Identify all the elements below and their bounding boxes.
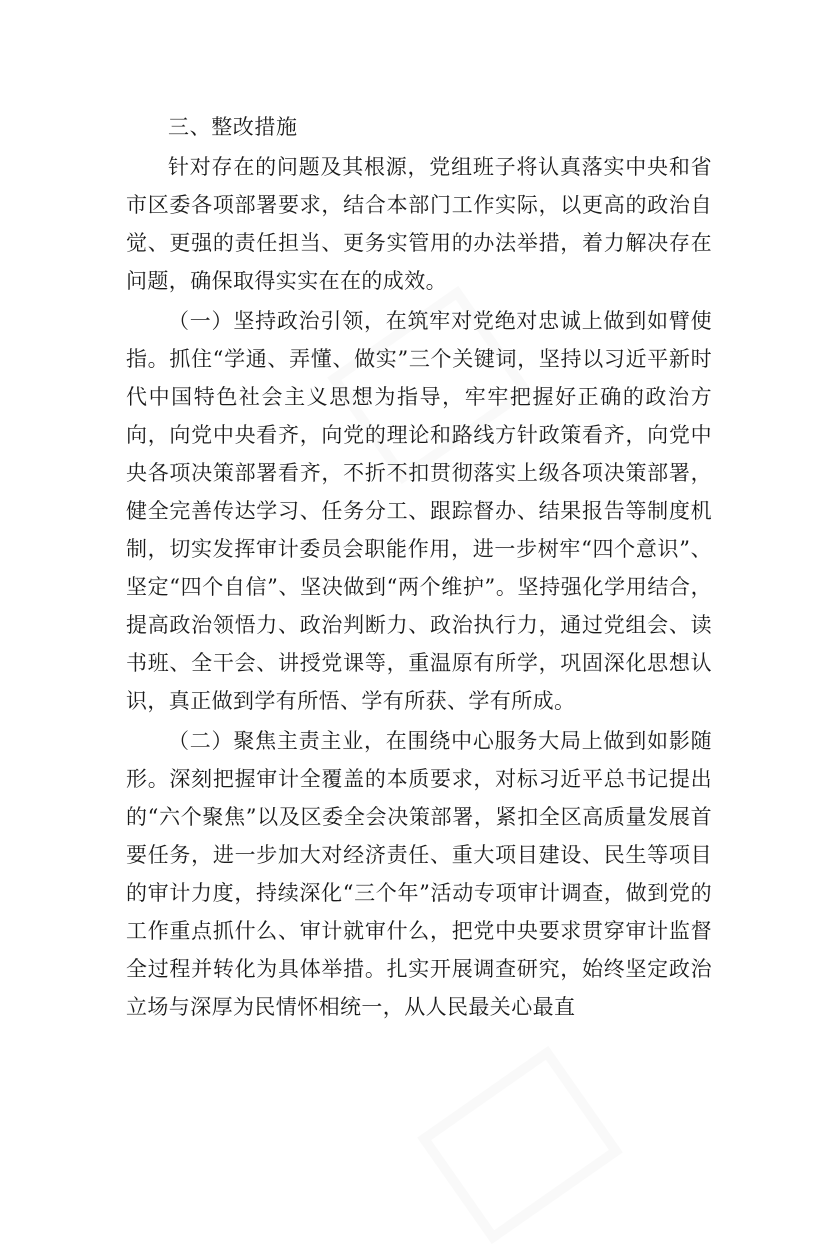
paragraph-intro: 针对存在的问题及其根源，党组班子将认真落实中央和省市区委各项部署要求，结合本部门工作实际，以更高的政治自觉、更强的责任担当、更务实管用的办法举措，着力解决存在问题，确保取得实实在在的成效。 bbox=[126, 155, 712, 293]
section-heading: 三、整改措施 bbox=[168, 115, 298, 139]
paragraph-measure-2: （二）聚焦主责主业，在围绕中心服务大局上做到如影随形。深刻把握审计全覆盖的本质要求，对标习近平总书记提出的“六个聚焦”以及区委全会决策部署，紧扣全区高质量发展首要任务，进一步加大对经济责任、重大项目建设、民生等项目的审计力度，持续深化“三个年”活动专项审计调查，做到党的工作重点抓什么、审计就审什么，把党中央要求贯穿审计监督全过程并转化为具体举措。扎实开展调查研究，始终坚定政治立场与深厚为民情怀相统一，从人民最关心最直 bbox=[126, 729, 712, 1019]
paragraph-measure-1: （一）坚持政治引领，在筑牢对党绝对忠诚上做到如臂使指。抓住“学通、弄懂、做实”三个关键词，坚持以习近平新时代中国特色社会主义思想为指导，牢牢把握好正确的政治方向，向党中央看齐，向党的理论和路线方针政策看齐，向党中央各项决策部署看齐，不折不扣贯彻落实上级各项决策部署，健全完善传达学习、任务分工、跟踪督办、结果报告等制度机制，切实发挥审计委员会职能作用，进一步树牢“四个意识”、坚定“四个自信”、坚决做到“两个维护”。坚持强化学用结合，提高政治领悟力、政治判断力、政治执行力，通过党组会、读书班、全干会、讲授党课等，重温原有所学，巩固深化思想认识，真正做到学有所悟、学有所获、学有所成。 bbox=[126, 309, 712, 713]
document-body bbox=[126, 108, 712, 1028]
watermark-frame bbox=[417, 1046, 623, 1244]
